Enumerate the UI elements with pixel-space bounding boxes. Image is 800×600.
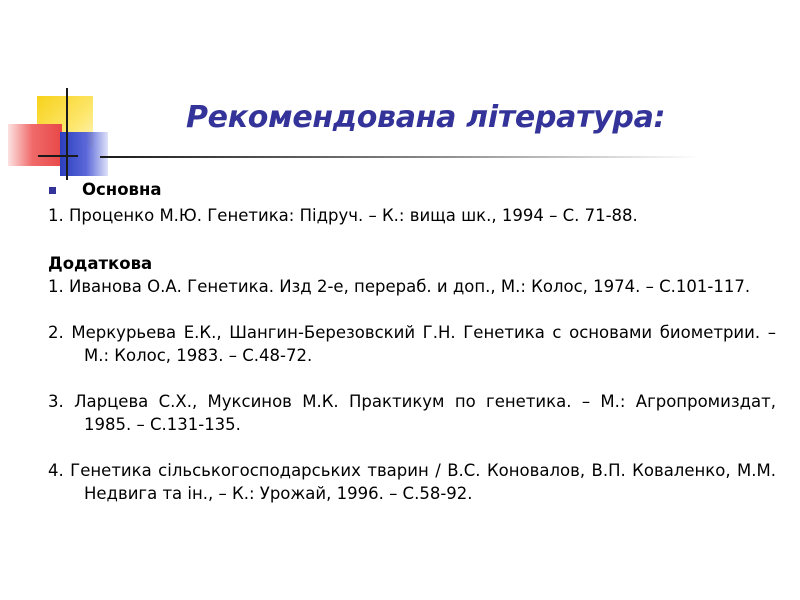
basic-heading-label: Основна (82, 180, 162, 199)
logo-red-square (8, 124, 62, 166)
basic-reference-1: 1. Проценко М.Ю. Генетика: Підруч. – К.: вища шк., 1994 – С. 71-88. (48, 206, 638, 225)
logo-vertical-line (66, 88, 68, 180)
additional-reference-1: 1. Иванова О.А. Генетика. Изд 2-е, перераб. и доп., М.: Колос, 1974. – С.101-117. (48, 277, 751, 296)
references-block (48, 174, 776, 505)
additional-reference-3: 3. Ларцева С.Х., Муксинов М.К. Практикум по генетика. – М.: Агропромиздат, 1985. – С.131-135. (48, 392, 776, 434)
slide-title: Рекомендована література: (186, 100, 666, 135)
additional-reference-2: 2. Меркурьева Е.К., Шангин-Березовский Г.Н. Генетика с основами биометрии. – М.: Колос, 1983. – С.48-72. (48, 323, 776, 365)
basic-literature-heading (48, 178, 776, 201)
additional-literature-heading: Додаткова (48, 254, 153, 273)
title-underline (100, 156, 700, 158)
logo-horizontal-line (38, 155, 78, 157)
additional-reference-4: 4. Генетика сільськогосподарських тварин / В.С. Коновалов, В.П. Коваленко, М.М. Недвига та ін., – К.: Урожай, 1996. – С.58-92. (48, 461, 776, 503)
decorative-logo (0, 0, 120, 180)
square-bullet-icon (49, 187, 56, 194)
